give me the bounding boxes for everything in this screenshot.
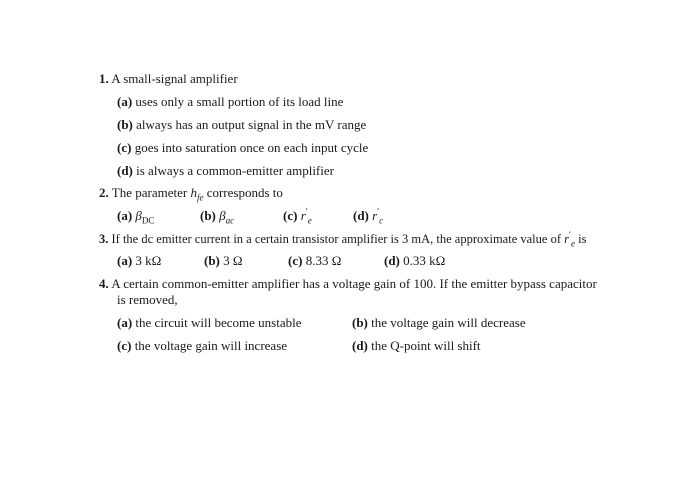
stem-text: is (574, 232, 587, 246)
option-text: 3 kΩ (135, 253, 162, 268)
option-label: (b) (117, 117, 133, 132)
question-4-continuation (117, 292, 178, 308)
symbol: h (190, 185, 197, 200)
symbol-prime: ′ (569, 229, 571, 240)
option-text: always has an output signal in the mV range (136, 117, 367, 132)
question-4 (99, 276, 597, 292)
symbol-prime: ′ (305, 206, 308, 217)
option-4d (352, 338, 481, 354)
question-1 (99, 71, 238, 87)
question-stem (111, 185, 283, 203)
option-text: the Q-point will shift (371, 338, 481, 353)
question-3 (99, 231, 586, 247)
question-stem-line-1: A certain common-emitter amplifier has a voltage gain of 100. If the emitter bypass capacitor (111, 276, 597, 291)
option-3c (288, 253, 341, 269)
option-label: (b) (200, 208, 216, 223)
stem-text: If the dc emitter current in a certain transistor amplifier is 3 mA, the approximate value of (111, 232, 565, 246)
option-label: (a) (117, 253, 133, 268)
option-4a (117, 315, 301, 331)
question-number: 4. (99, 276, 109, 291)
option-2b (200, 208, 234, 224)
question-2 (99, 185, 283, 201)
option-text: goes into saturation once on each input cycle (134, 140, 369, 155)
symbol: r (564, 232, 569, 246)
option-3b (204, 253, 243, 269)
question-number: 3. (99, 232, 109, 246)
option-4c (117, 338, 287, 354)
option-label: (a) (117, 208, 133, 223)
option-text: 3 Ω (223, 253, 243, 268)
symbol: r (300, 208, 306, 223)
option-1c (117, 140, 368, 156)
option-text: is always a common-emitter amplifier (136, 163, 334, 178)
symbol-subscript: e (570, 238, 575, 249)
option-label: (d) (353, 208, 369, 223)
option-label: (d) (352, 338, 368, 353)
option-3a (117, 253, 161, 269)
question-stem-line-2: is removed, (117, 292, 178, 307)
symbol-subscript: DC (141, 215, 155, 226)
option-label: (a) (117, 94, 133, 109)
symbol-subscript: fe (196, 192, 204, 203)
symbol-subscript: c (379, 215, 384, 226)
option-label: (b) (352, 315, 368, 330)
option-label: (c) (288, 253, 303, 268)
symbol-subscript: e (307, 215, 312, 226)
option-1b (117, 117, 366, 133)
option-3d (384, 253, 445, 269)
question-stem (111, 229, 587, 249)
question-number: 2. (99, 185, 109, 200)
stem-text: corresponds to (203, 185, 283, 200)
question-number: 1. (99, 71, 109, 86)
option-text: uses only a small portion of its load line (135, 94, 344, 109)
option-label: (c) (117, 338, 132, 353)
option-2d (353, 208, 383, 224)
option-text: the voltage gain will decrease (371, 315, 526, 330)
symbol: r (372, 208, 378, 223)
option-label: (b) (204, 253, 220, 268)
option-2a (117, 208, 154, 224)
option-text: 8.33 Ω (305, 253, 342, 268)
symbol-prime: ′ (377, 206, 380, 217)
option-1a (117, 94, 343, 110)
question-stem: A small-signal amplifier (111, 71, 238, 86)
symbol: β (135, 208, 142, 223)
stem-text: The parameter (111, 185, 191, 200)
option-2c (283, 208, 312, 224)
option-label: (d) (384, 253, 400, 268)
symbol: β (219, 208, 226, 223)
option-label: (a) (117, 315, 133, 330)
option-label: (c) (283, 208, 298, 223)
option-label: (d) (117, 163, 133, 178)
symbol-subscript: ac (225, 215, 235, 226)
option-label: (c) (117, 140, 132, 155)
option-text: the circuit will become unstable (135, 315, 302, 330)
option-text: 0.33 kΩ (403, 253, 446, 268)
option-1d (117, 163, 334, 179)
option-text: the voltage gain will increase (134, 338, 288, 353)
option-4b (352, 315, 526, 331)
